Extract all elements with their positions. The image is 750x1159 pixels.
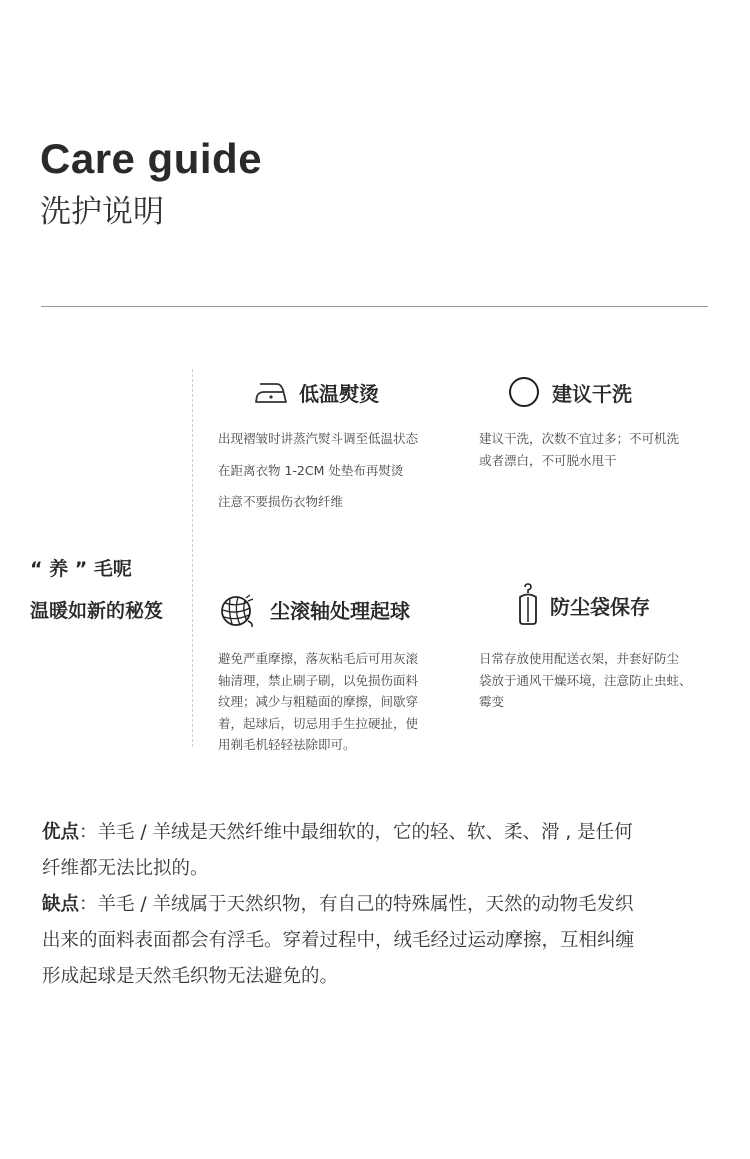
care-line: 出现褶皱时讲蒸汽熨斗调至低温状态 bbox=[218, 431, 419, 446]
care-card-title: 建议干洗 bbox=[552, 381, 632, 406]
care-line: 袋放于通风干燥环境，注意防止虫蛀、 bbox=[479, 672, 692, 688]
pros-text: ：羊毛 / 羊绒是天然纤维中最细软的，它的轻、软、柔、滑 , 是任何 bbox=[79, 822, 633, 843]
care-card-dryclean-text bbox=[479, 428, 679, 471]
iron-icon bbox=[253, 374, 289, 410]
pros-line-2: 纤维都无法比拟的。 bbox=[42, 858, 209, 879]
cons-line-3: 形成起球是天然毛织物无法避免的。 bbox=[42, 966, 339, 987]
care-card-title: 尘滚轴处理起球 bbox=[270, 598, 410, 623]
care-card-lint-header bbox=[218, 591, 410, 627]
care-line: 避免严重摩擦，落灰粘毛后可用灰滚 bbox=[218, 651, 419, 666]
yarn-ball-icon bbox=[218, 591, 254, 627]
cons-text: ：羊毛 / 羊绒属于天然织物，有自己的特殊属性，天然的动物毛发织 bbox=[79, 894, 634, 915]
care-line: 用剃毛机轻轻祛除即可。 bbox=[218, 737, 356, 752]
care-card-storage-header bbox=[512, 583, 650, 627]
pros-line-1 bbox=[42, 815, 712, 851]
divider bbox=[41, 306, 708, 307]
care-line: 在距离衣物 1-2CM 处垫布再熨烫 bbox=[218, 462, 404, 478]
cons-line-1 bbox=[42, 887, 712, 923]
care-card-title: 防尘袋保存 bbox=[550, 594, 650, 619]
care-card-title: 低温熨烫 bbox=[299, 381, 379, 406]
care-card-lint-text bbox=[218, 648, 418, 756]
care-line: 轴清理，禁止刷子刷，以免损伤面料 bbox=[218, 672, 419, 688]
care-card-dryclean-header bbox=[506, 374, 632, 410]
fabric-notes bbox=[42, 815, 712, 995]
vertical-divider bbox=[192, 369, 193, 747]
care-line: 霉变 bbox=[479, 694, 505, 709]
care-line: 注意不要损伤衣物纤维 bbox=[218, 494, 344, 509]
care-card-storage-text bbox=[479, 648, 692, 713]
side-heading-line2: 温暖如新的秘笈 bbox=[30, 600, 164, 622]
care-line: 建议干洗，次数不宜过多；不可机洗 bbox=[479, 431, 680, 446]
pros-label: 优点 bbox=[42, 822, 80, 843]
care-card-iron-text bbox=[218, 423, 418, 518]
care-line: 日常存放使用配送衣架，并套好防尘 bbox=[479, 651, 680, 666]
cons-line-2: 出来的面料表面都会有浮毛。穿着过程中，绒毛经过运动摩擦，互相纠缠 bbox=[42, 930, 635, 951]
page-title-en: Care guide bbox=[40, 135, 263, 182]
page-title-cn: 洗护说明 bbox=[40, 194, 164, 230]
care-line: 或者漂白，不可脱水甩干 bbox=[479, 452, 617, 468]
care-card-iron-header bbox=[253, 374, 379, 410]
cons-label: 缺点 bbox=[42, 894, 80, 915]
care-line: 纹理；减少与粗糙面的摩擦，间歇穿 bbox=[218, 694, 419, 709]
care-line: 着，起球后，切忌用手生拉硬扯，使 bbox=[218, 715, 419, 731]
side-heading-line1: “ 养 ” 毛呢 bbox=[30, 558, 132, 580]
garment-bag-icon bbox=[512, 583, 542, 627]
dry-clean-icon bbox=[506, 374, 542, 410]
